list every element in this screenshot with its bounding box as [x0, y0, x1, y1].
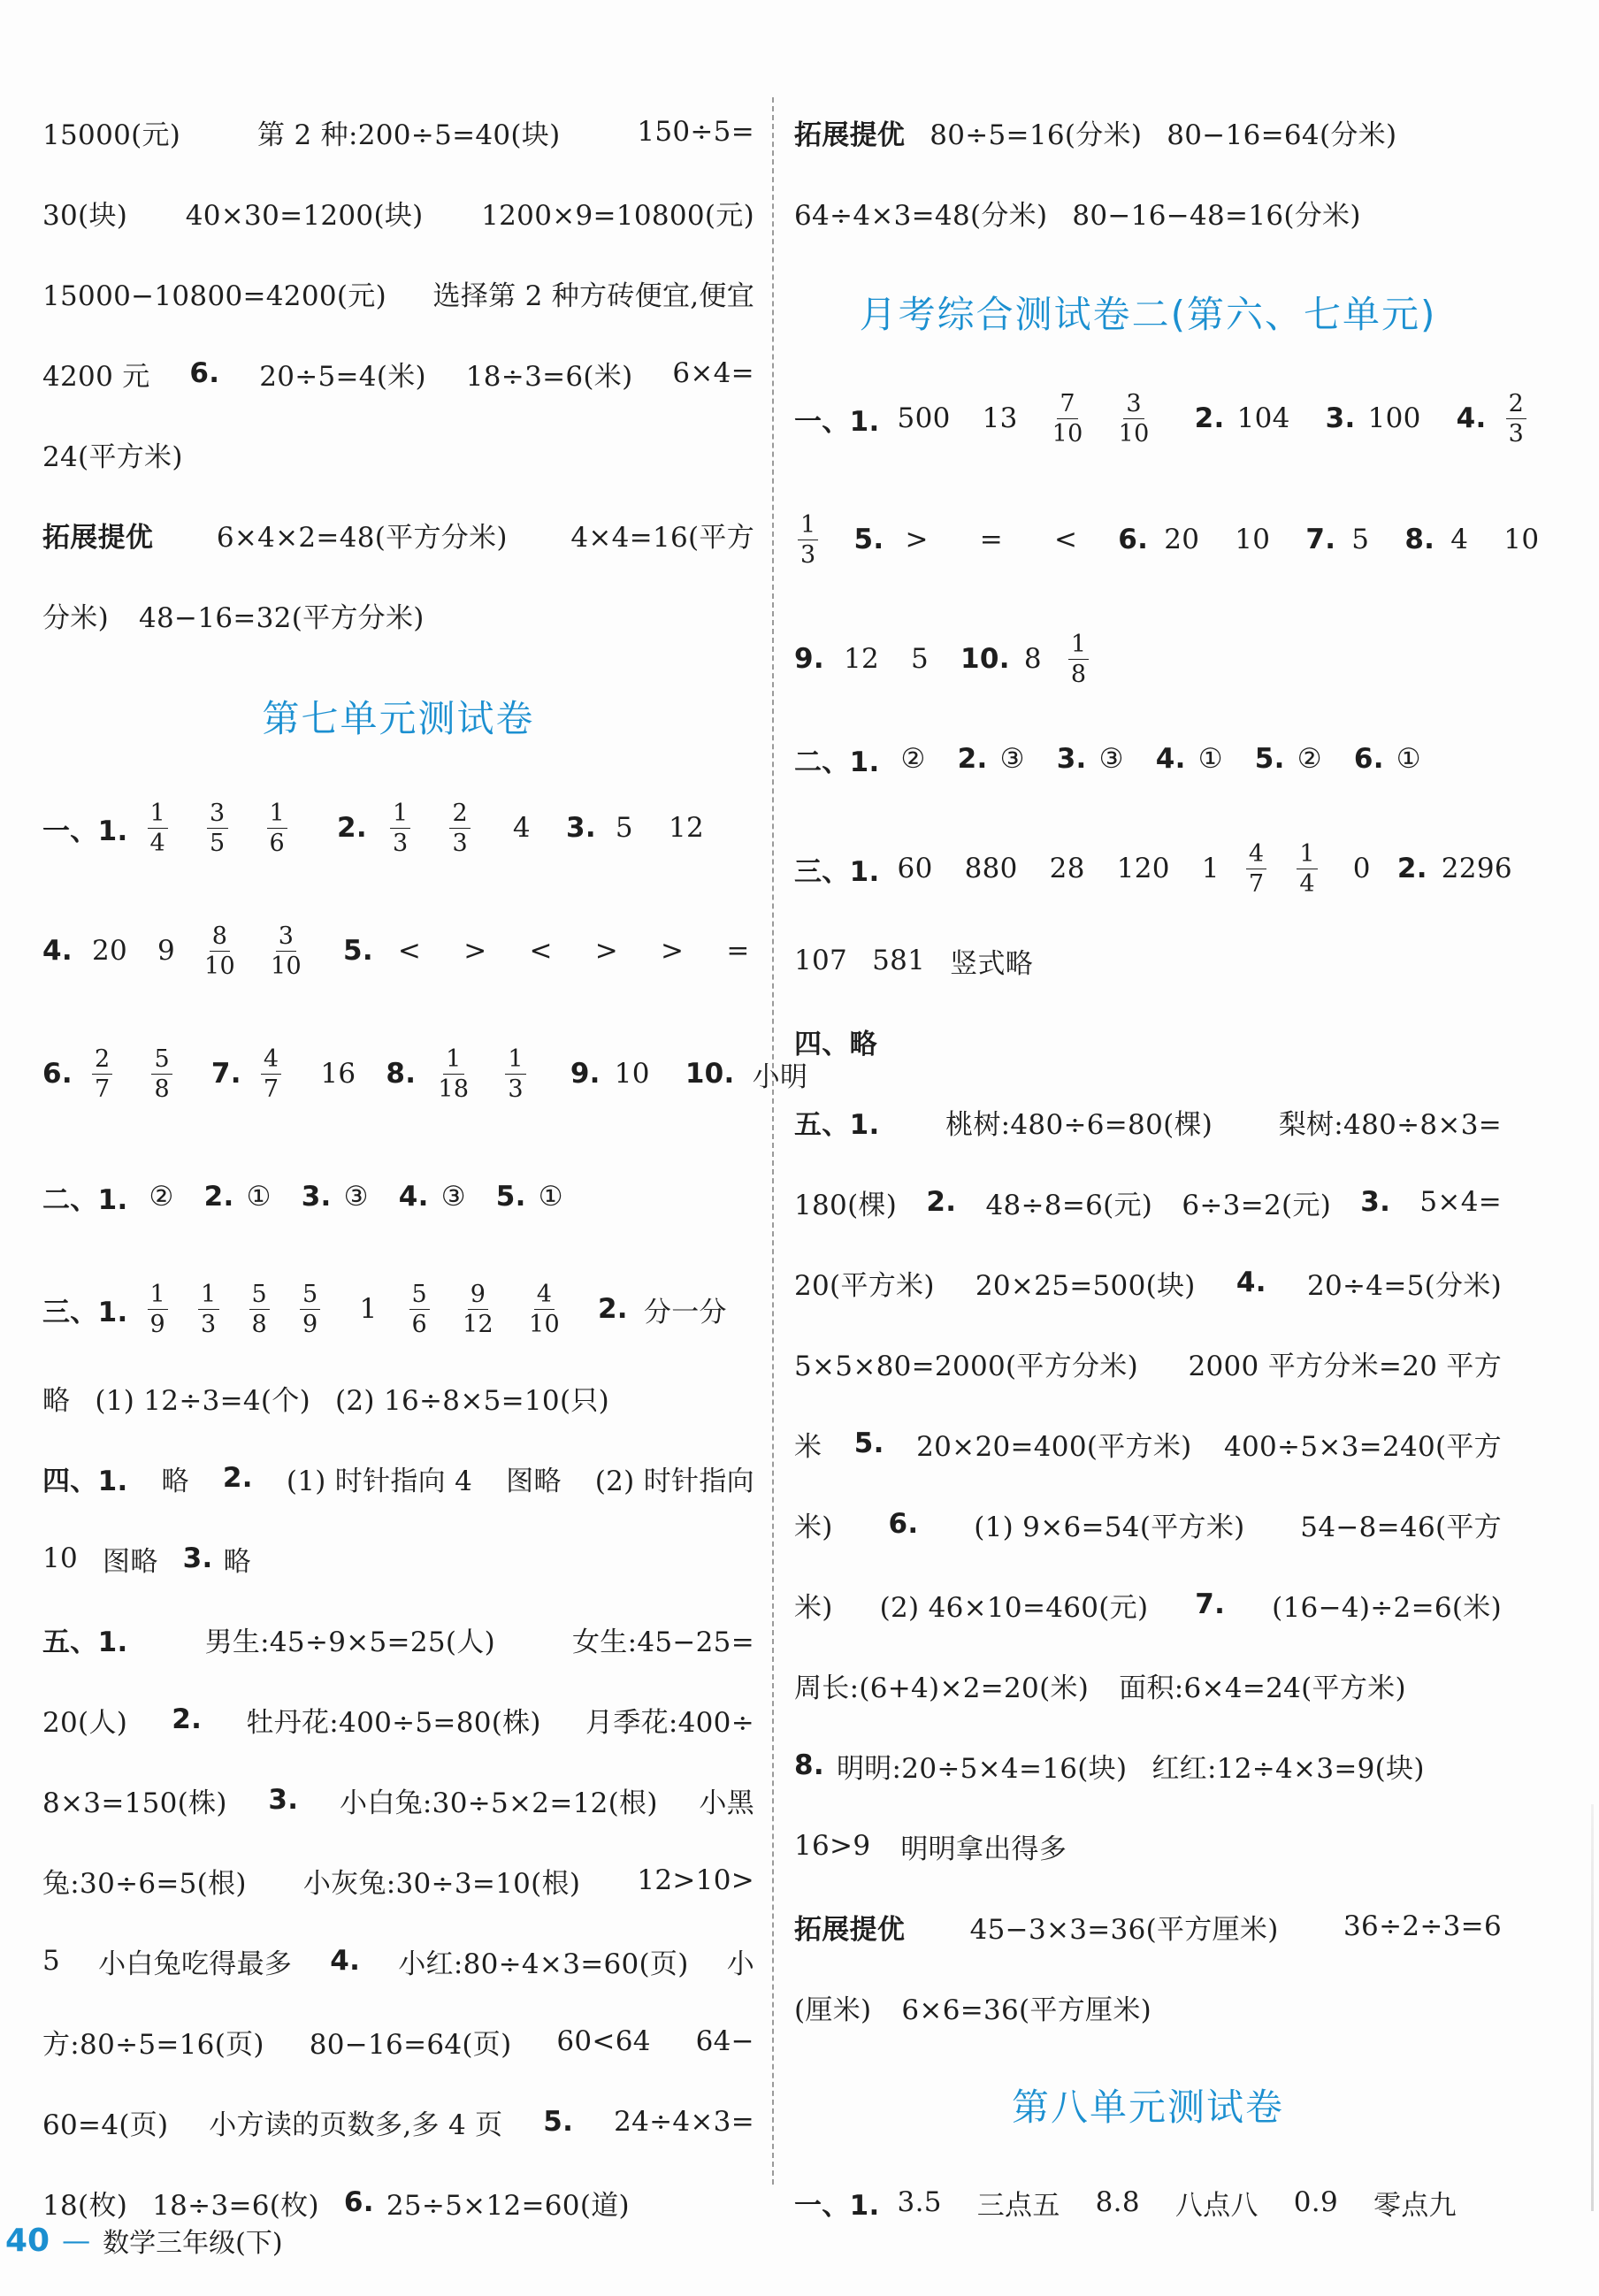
answer-line: (厘米) 6×6=36(平方厘米) [794, 1994, 1152, 2026]
answer-line: 180(棵) 2. 48÷8=6(元) 6÷3=2(元) 3. 5×4= [794, 1186, 1502, 1221]
answer-line: 三、1. 60 880 28 120 1 4 7 1 4 0 2. 2296 [794, 839, 1512, 898]
fraction: 2 3 [449, 801, 470, 855]
answer-line: 二、1. ② 2. ① 3. ③ 4. ③ 5. ① [42, 1181, 563, 1216]
answer-line: 四、1. 略 2. (1) 时针指向 4 图略 (2) 时针指向 [42, 1462, 754, 1497]
answer-line: 5 小白兔吃得最多 4. 小红:80÷4×3=60(页) 小 [42, 1945, 754, 1980]
answer-line: 20(平方米) 20×25=500(块) 4. 20÷4=5(分米) [794, 1267, 1502, 1302]
answer-line: 18(枚) 18÷3=6(枚) 6. 25÷5×12=60(道) [42, 2186, 630, 2222]
answer-line: 9. 12 5 10. 8 1 8 [794, 619, 1502, 699]
answer-line: 米 5. 20×20=400(平方米) 400÷5×3=240(平方 [794, 1427, 1502, 1463]
answer-line: 1 3 5. > = < 6. 20 10 7. 5 8. 4 10 [794, 500, 1502, 579]
answer-line: 64÷4×3=48(分米) 80−16−48=16(分米) [794, 199, 1361, 232]
answer-line: 周长:(6+4)×2=20(米) 面积:6×4=24(平方米) [794, 1672, 1406, 1704]
answer-line: 五、1. 男生:45÷9×5=25(人) 女生:45−25= [42, 1626, 754, 1658]
fraction: 1 18 [438, 1045, 470, 1103]
answer-line: 三、1. 1 9 1 3 5 8 5 9 1 5 6 9 12 4 10 2. 分一分 [42, 1280, 727, 1338]
answer-line: 8×3=150(株) 3. 小白兔:30÷5×2=12(根) 小黑 [42, 1784, 754, 1819]
column-divider [772, 97, 774, 2185]
answer-line: 二、1. ② 2. ③ 3. ③ 4. ① 5. ② 6. ① [794, 743, 1421, 778]
extension-label: 拓展提优 [794, 1913, 906, 1946]
answer-line: 60=4(页) 小方读的页数多,多 4 页 5. 24÷4×3= [42, 2106, 754, 2141]
page-footer [0, 2216, 442, 2265]
fraction: 5 6 [409, 1282, 430, 1336]
answer-line: 24(平方米) [42, 440, 183, 473]
fraction: 9 12 [463, 1280, 493, 1338]
extension-label: 拓展提优 [794, 119, 906, 151]
answer-line: 15000−10800=4200(元) 选择第 2 种方砖便宜,便宜 [42, 279, 754, 312]
answer-line: 8. 明明:20÷5×4=16(块) 红红:12÷4×3=9(块) [794, 1749, 1425, 1785]
answer-line: 方:80÷5=16(页) 80−16=64(页) 60<64 64− [42, 2025, 754, 2061]
fraction: 1 4 [148, 801, 168, 855]
answer-line: 拓展提优 45−3×3=36(平方厘米) 36÷2÷3=6 [794, 1896, 1502, 1956]
fraction: 1 6 [267, 801, 287, 855]
answer-line: 拓展提优 6×4×2=48(平方分米) 4×4=16(平方 [42, 504, 754, 564]
answer-line: 6. 2 7 5 8 7. 4 7 16 8. 1 18 1 3 9. 10 10. 小明 [42, 1045, 808, 1103]
fraction: 4 10 [528, 1280, 560, 1338]
fraction: 1 8 [1068, 632, 1089, 686]
footer-dash: — [62, 2223, 91, 2257]
fraction: 7 10 [1052, 389, 1083, 448]
fraction: 5 8 [151, 1047, 172, 1101]
fraction: 5 8 [249, 1282, 270, 1336]
answer-line: 一、1. 500 13 7 10 3 10 2. 104 3. 100 4. 2 3 [794, 379, 1502, 458]
answer-line: 5×5×80=2000(平方分米) 2000 平方分米=20 平方 [794, 1350, 1502, 1382]
section-heading-unit7: 第七单元测试卷 [262, 697, 535, 740]
fraction: 8 10 [204, 922, 235, 980]
answer-line: 4. 20 9 8 10 3 10 5. < > < > > = [42, 922, 750, 980]
answer-line: 4200 元 6. 20÷5=4(米) 18÷3=6(米) 6×4= [42, 357, 754, 393]
answer-line: 米) 6. (1) 9×6=54(平方米) 54−8=46(平方 [794, 1508, 1502, 1543]
fraction: 1 4 [1297, 842, 1317, 896]
answer-line: 10 图略 3. 略 [42, 1542, 251, 1578]
page-edge-shadow [1591, 1804, 1594, 2211]
answer-line: 16>9 明明拿出得多 [794, 1830, 1067, 1865]
fraction: 1 3 [505, 1047, 525, 1101]
fraction: 1 3 [798, 513, 818, 567]
answer-line: 20(人) 2. 牡丹花:400÷5=80(株) 月季花:400÷ [42, 1703, 754, 1739]
answer-line: 30(块) 40×30=1200(块) 1200×9=10800(元) [42, 199, 754, 232]
extension-label: 拓展提优 [42, 521, 154, 554]
section-heading-monthly-test: 月考综合测试卷二(第六、七单元) [859, 293, 1437, 336]
fraction: 2 7 [92, 1047, 112, 1101]
page-number: 40 [5, 2222, 50, 2259]
section-heading-unit8: 第八单元测试卷 [1011, 2086, 1284, 2129]
answer-line: 分米) 48−16=32(平方分米) [42, 601, 425, 634]
fraction: 3 5 [207, 801, 227, 855]
fraction: 4 7 [261, 1047, 281, 1101]
fraction: 5 9 [300, 1282, 320, 1336]
answer-line: 米) (2) 46×10=460(元) 7. (16−4)÷2=6(米) [794, 1588, 1502, 1624]
answer-line: 拓展提优 80÷5=16(分米) 80−16=64(分米) [794, 102, 1502, 162]
answer-line: 略 (1) 12÷3=4(个) (2) 16÷8×5=10(只) [42, 1384, 610, 1417]
book-title: 数学三年级(下) [103, 2228, 283, 2259]
fraction: 1 9 [148, 1282, 168, 1336]
fraction: 4 7 [1246, 842, 1266, 896]
answer-line: 15000(元) 第 2 种:200÷5=40(块) 150÷5= [42, 116, 754, 151]
answer-line: 一、1. 3.5 三点五 8.8 八点八 0.9 零点九 [794, 2186, 1457, 2222]
fraction: 3 10 [1118, 389, 1150, 448]
fraction: 2 3 [1506, 392, 1526, 446]
fraction: 3 10 [271, 922, 302, 980]
fraction: 1 3 [390, 801, 410, 855]
answer-line: 五、1. 桃树:480÷6=80(棵) 梨树:480÷8×3= [794, 1108, 1502, 1141]
answer-line: 107 581 竖式略 [794, 945, 1034, 980]
answer-line: 兔:30÷6=5(根) 小灰兔:30÷3=10(根) 12>10> [42, 1864, 754, 1900]
answer-line: 四、略 [794, 1028, 877, 1060]
answer-line: 一、1. 1 4 3 5 1 6 2. 1 3 2 3 4 3. 5 12 [42, 799, 704, 857]
fraction: 1 3 [198, 1282, 218, 1336]
